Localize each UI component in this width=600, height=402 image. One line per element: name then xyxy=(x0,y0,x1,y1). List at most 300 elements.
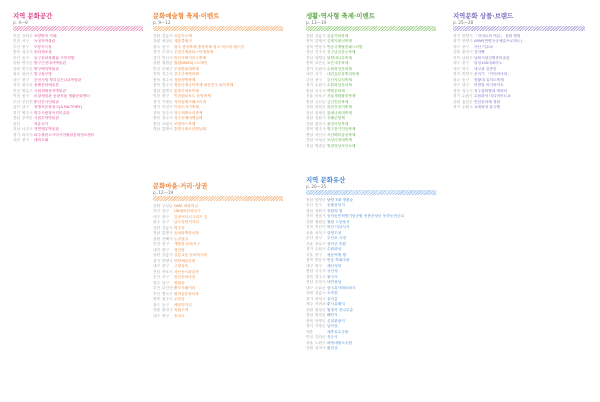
item-region: 경기 xyxy=(153,105,161,110)
item-name: 조양방직 카페 xyxy=(34,34,57,38)
item-region: 경기 xyxy=(13,110,21,115)
item-city: 안양시 xyxy=(462,39,473,44)
item-city: 부천시 xyxy=(162,50,173,55)
item-region: 전북 xyxy=(453,55,461,60)
item-name: 김광석다시그리기 길 xyxy=(174,214,208,219)
item-name: 테미오래 xyxy=(34,138,49,143)
item-name: 소창체험관 동광직물 생활문화센터 xyxy=(34,94,90,99)
item-region: 광주 xyxy=(13,72,21,77)
item-name: 영광법성포단오제 xyxy=(327,143,356,148)
item-city: 평창군 xyxy=(162,39,173,44)
section-title: 문화마을·거리·상권 xyxy=(153,182,208,190)
item-city: 양구군 xyxy=(22,61,33,66)
item-city: 창원시 xyxy=(315,208,326,213)
item-name: 가산 이수타 xyxy=(474,44,493,49)
item-city: 동구 xyxy=(22,94,30,99)
item-name: 대전효문화뿌리축제 xyxy=(327,72,360,77)
item-name: 전포카페거리 xyxy=(174,286,196,291)
item-name: 빛고을공방 xyxy=(34,72,52,77)
item-city: 동구 xyxy=(162,302,170,307)
section-title: 지역문화 상품·브랜드 xyxy=(453,12,514,20)
item-name: 공산성 xyxy=(327,269,338,274)
item-region: 강원 xyxy=(306,121,314,126)
item-name: 보령머드축제 xyxy=(174,121,196,126)
item-name: 흰여울문화마을 xyxy=(174,291,199,296)
item-region: 광주 xyxy=(153,220,161,225)
item-name: 철원 노동당사 xyxy=(327,219,350,224)
item-region: 광주 xyxy=(453,77,461,82)
item-city: 부평구 xyxy=(162,66,173,71)
item-name: 감천문화마을 xyxy=(174,275,196,280)
item-name: 봉황대 유지도축제 xyxy=(474,77,504,82)
item-region: 강원 xyxy=(153,204,161,208)
section-pages: p. 20—25 xyxy=(306,184,327,189)
item-region: 강원 xyxy=(453,99,461,104)
item-region: 강원 xyxy=(13,61,21,66)
item-city: 공주시 xyxy=(315,88,326,93)
item-region: 전남 xyxy=(306,198,314,202)
item-region: 경기 xyxy=(153,99,161,104)
item-city: 진주시 xyxy=(315,50,326,55)
item-city: 성북구 xyxy=(315,230,326,235)
item-region: 대구 xyxy=(306,285,314,290)
item-city: 동구 xyxy=(315,203,323,208)
item-region: 제주 xyxy=(306,302,314,307)
item-region: 충북 xyxy=(153,297,161,302)
item-city: 연수구 xyxy=(22,88,33,93)
item-region: 경기 xyxy=(306,324,314,329)
item-city: 청주시 xyxy=(22,50,33,55)
item-city: 안동시 xyxy=(315,258,326,263)
item-city: 완주군 xyxy=(22,83,33,88)
item-city: 안동시 xyxy=(315,44,326,49)
section-title: 생활·역사형 축제·이벤트 xyxy=(306,12,375,20)
item-name: 인삼문화재 정원 xyxy=(474,99,501,104)
item-region: 인천 xyxy=(13,34,21,38)
item-city: 순천시 xyxy=(315,280,326,285)
item-region: 경남 xyxy=(306,50,314,55)
item-name: 익산 미륵사지 xyxy=(327,225,350,230)
item-city: 이천시 xyxy=(162,105,173,110)
item-region: 대전 xyxy=(153,247,161,252)
item-name: 문지기 「이미어마어」 xyxy=(474,72,512,77)
hatch-divider xyxy=(306,190,436,195)
item-list xyxy=(153,34,283,133)
section-title: 문화예술형 축제·이벤트 xyxy=(153,12,220,20)
item-city: 철원군 xyxy=(162,61,173,66)
item-region: 경남 xyxy=(153,231,161,236)
item-name: 안동국제탈춤페스티벌 xyxy=(327,44,363,49)
item-name: 통영국제음악제 xyxy=(174,88,199,93)
item-name: 이천도자기축제 xyxy=(174,105,199,110)
item-name: 부산진시민회관 xyxy=(34,99,59,104)
item-city: 서구 xyxy=(162,275,170,280)
item-region: 부산 xyxy=(306,203,314,208)
item-city: 남구 xyxy=(162,209,170,214)
item-region: 경북 xyxy=(306,44,314,49)
item-name: 화천산천어축제 xyxy=(327,105,352,110)
item-region: 인천 xyxy=(13,39,21,44)
item-city: 통영시 xyxy=(162,231,173,236)
item-city: 나주시 xyxy=(22,127,33,132)
item-name: 수원화성문화제 xyxy=(327,66,352,71)
section-pages: p. 9—12 xyxy=(153,20,171,25)
item-region: 대전 xyxy=(306,72,314,77)
item-name: 감자빵 xyxy=(474,50,485,55)
item-region: 전남 xyxy=(306,55,314,60)
item-name: 양구백자박물관 xyxy=(34,66,59,71)
item-region: 부산 xyxy=(13,44,21,49)
item-city: 삼척시 xyxy=(315,346,326,351)
item-region: 광주 xyxy=(153,302,161,307)
item-name: 금산인삼축제 xyxy=(327,99,349,104)
item-name: 해인사 xyxy=(327,313,338,318)
item-city: 익산시 xyxy=(315,225,326,230)
item-city: 보은군 xyxy=(315,61,326,66)
item-city: 경주시 xyxy=(315,274,326,279)
item-city: 북구 xyxy=(462,66,470,71)
item-name: 양주시립장욱진미술관 xyxy=(34,110,70,115)
item-city: 군위군 xyxy=(315,285,326,290)
item-city: 고성군 xyxy=(162,204,173,208)
item-region: 강원 xyxy=(153,225,161,230)
item-city: 충주시 xyxy=(162,83,173,88)
item-region: 전북 xyxy=(306,39,314,44)
item-city: 담양군 xyxy=(315,198,326,202)
hatch-divider xyxy=(153,26,283,31)
item-region: 부산 xyxy=(153,275,161,280)
item-city: 강화군 xyxy=(315,335,326,340)
section-pages: p. 12—19 xyxy=(153,190,174,195)
item-region: 광주 xyxy=(153,280,161,285)
item-region: 전남 xyxy=(153,269,161,274)
item-region: 충남 xyxy=(306,99,314,104)
item-city: 마포구 xyxy=(315,94,326,99)
item-city: 합천군 xyxy=(315,313,326,318)
item-region: 강원 xyxy=(306,105,314,110)
section-s5 xyxy=(153,182,283,319)
item-name: 남원시립김병종미술관 xyxy=(474,55,510,60)
item-city: 중구 xyxy=(462,61,470,66)
item-name: 진해군항제 xyxy=(327,116,345,121)
item-region: 강원 xyxy=(153,34,161,38)
list-item xyxy=(306,144,436,149)
item-name: 광주 충장축제 충장축제 광주 버스킹 월드컵 xyxy=(174,44,244,49)
list-item xyxy=(13,138,143,143)
item-name: 백제문화제 xyxy=(327,88,345,93)
item-name: 강릉교동 문화의거리 xyxy=(174,253,208,258)
section-title: 지역 문화유산 xyxy=(306,176,346,184)
item-region: 대구 xyxy=(153,264,161,269)
item-city: 청주시 xyxy=(162,77,173,82)
section-s3 xyxy=(306,12,436,149)
item-name: 부평풍물대축제 xyxy=(174,66,199,71)
item-city: 수원시 xyxy=(462,94,473,99)
item-name: 계산성당 xyxy=(327,263,342,268)
item-city: 파주시 xyxy=(22,132,33,137)
item-name: 청원생명축제 xyxy=(174,77,196,82)
item-name: 수원화성문화제 xyxy=(327,83,352,88)
hatch-divider xyxy=(453,26,585,31)
item-region: 경기 xyxy=(453,39,461,44)
item-name: 부천국제판타스틱영화제 xyxy=(174,50,214,55)
item-city: 부산진구 xyxy=(22,99,37,104)
item-name: 김제지평선축제 xyxy=(327,39,352,44)
item-name: 보성다향대축제 xyxy=(327,138,352,143)
item-name: 전주국제영화제 xyxy=(174,72,199,77)
item-region: 부산 xyxy=(153,209,161,214)
item-region: 울산 xyxy=(13,105,21,110)
item-name: 요새화성 유등랩 xyxy=(474,105,501,110)
item-city: 남구 xyxy=(162,280,170,285)
item-region: 강원 xyxy=(153,39,161,44)
item-city: 동구 xyxy=(22,55,30,60)
item-city: 담양군 xyxy=(315,55,326,60)
item-region: 강원 xyxy=(153,61,161,66)
section-s4 xyxy=(453,12,585,111)
item-city: 수원시 xyxy=(462,105,473,110)
item-city: 전주시 xyxy=(162,72,173,77)
item-region: 전북 xyxy=(306,214,314,219)
item-name: 함평나비대축제 xyxy=(327,110,352,115)
item-region: 대구 xyxy=(153,313,161,318)
item-list xyxy=(306,34,436,149)
item-name: 진주남강유등축제 xyxy=(327,50,356,55)
item-region: 전북 xyxy=(153,72,161,77)
item-city: 청주시 xyxy=(162,116,173,121)
item-city: 철원군 xyxy=(315,219,326,224)
item-region: 서울 xyxy=(306,241,314,246)
item-region: 부산 xyxy=(13,55,21,60)
item-region: 대구 xyxy=(453,61,461,66)
item-region: 대구 xyxy=(153,214,161,219)
item-region: 인천 xyxy=(13,94,21,99)
item-name: 육림고개 xyxy=(174,308,189,313)
item-name: 창원의 집 xyxy=(327,208,343,213)
section-s2 xyxy=(153,12,283,133)
item-name: 성심당 xyxy=(174,247,185,252)
item-region: 경남 xyxy=(306,313,314,318)
list-item xyxy=(453,105,585,110)
item-city: 노원구 xyxy=(315,340,326,345)
item-name: 삼국유사테마파크 xyxy=(327,285,356,290)
item-name: 강릉커피축제 xyxy=(327,34,349,38)
item-city: 동구 xyxy=(462,77,470,82)
item-name: 남이섬 xyxy=(327,324,338,329)
item-name: 담양 3대 명품숲 xyxy=(327,198,354,202)
item-city: 춘천시 xyxy=(462,50,473,55)
item-city: 중구 xyxy=(462,44,470,49)
item-name: 월정사 전나무숲 xyxy=(327,307,354,312)
item-name: 장생포문화창고(A FACTORY) xyxy=(34,105,83,110)
item-region: 경북 xyxy=(306,274,314,279)
item-name: 창덕궁 후원 xyxy=(327,241,346,246)
item-region: 강원 xyxy=(13,66,21,71)
item-city: 화성시 xyxy=(315,296,326,301)
item-list xyxy=(453,34,585,111)
list-item xyxy=(153,314,283,319)
item-city: 중구 xyxy=(22,77,30,82)
item-region: 경남 xyxy=(306,208,314,213)
item-city: 금산군 xyxy=(315,99,326,104)
item-name: 양림동 xyxy=(174,280,185,285)
item-name: 서울세계불꽃축제 xyxy=(327,94,356,99)
hatch-divider xyxy=(153,196,283,201)
section-title: 지역 문화공간 xyxy=(13,12,53,20)
item-name: UN평화문화특구 xyxy=(174,209,201,214)
item-city: 강릉시 xyxy=(315,34,326,38)
item-region: 강원 xyxy=(453,50,461,55)
item-city: 전주시 xyxy=(162,110,173,115)
item-city: 영주시 xyxy=(315,127,326,132)
item-name: 서산동시화골목 xyxy=(174,269,199,274)
item-city: 강릉시 xyxy=(162,253,173,258)
item-region: 경기 xyxy=(306,296,314,301)
item-name: 안산국제거리극축제 xyxy=(174,55,207,60)
item-region: 충북 xyxy=(153,77,161,82)
item-region: 대구 xyxy=(453,66,461,71)
item-name: 논골담길 xyxy=(174,236,189,241)
item-city: 동구 xyxy=(162,220,170,225)
item-region: 경기 xyxy=(13,132,21,137)
item-name: 비빔밥 미디어아트 xyxy=(474,83,504,88)
item-region: 서울 xyxy=(306,94,314,99)
item-region: 경기 xyxy=(453,94,461,99)
section-pages: p. 4—8 xyxy=(13,20,28,25)
item-name: 추사유배지 xyxy=(327,302,345,307)
item-city: 부산진구 xyxy=(162,286,177,291)
item-city: 함평군 xyxy=(315,110,326,115)
item-region: 경기 xyxy=(453,34,461,38)
item-region: 인천 xyxy=(153,242,161,247)
item-city: 종로구 xyxy=(315,241,326,246)
item-region: 대구 xyxy=(13,77,21,82)
item-region: 울산 xyxy=(13,121,21,126)
item-name: 통영국제트리엔날레 xyxy=(174,127,207,132)
section-pages: p. 13—19 xyxy=(306,20,327,25)
item-region: 인천 xyxy=(153,66,161,71)
item-region: 경남 xyxy=(153,88,161,93)
item-name: 계촌클래식 xyxy=(174,39,192,44)
item-name: 성주참외빨대 캐릭터 xyxy=(474,88,508,93)
item-region: 경기 xyxy=(453,105,461,110)
item-region: 대구 xyxy=(453,83,461,88)
item-region: 강원 xyxy=(306,219,314,224)
item-city: 강릉시 xyxy=(162,225,173,230)
item-list xyxy=(306,198,436,352)
item-name: 영동난계국악축제·대한민국 와인축제 xyxy=(174,83,234,88)
list-item xyxy=(306,346,436,351)
item-city: 남구 xyxy=(22,105,30,110)
item-name: 불국사 xyxy=(327,274,338,279)
item-city: 서귀포시 xyxy=(315,302,330,307)
item-region: 대구 xyxy=(306,263,314,268)
item-region: 충남 xyxy=(13,116,21,121)
item-city: 영도구 xyxy=(162,291,173,296)
item-name: 전등사 xyxy=(327,335,338,340)
item-name: 모퉁이극장 xyxy=(34,44,52,49)
item-name: 달성100대피아노 xyxy=(474,61,503,66)
item-region: 경북 xyxy=(306,127,314,132)
item-city: 안양시 xyxy=(462,72,473,77)
item-name: 한양도성 xyxy=(327,230,342,235)
item-name: APAP(안양공공예술프로젝트) xyxy=(474,39,522,44)
item-region: 인천 xyxy=(153,94,161,99)
item-region: 경기 xyxy=(306,66,314,71)
item-city: 춘천시 xyxy=(162,308,173,313)
item-region: 전북 xyxy=(306,225,314,230)
item-name: 동학농민혁명기념공원·전봉준장군 동학농민군묘 xyxy=(327,214,405,219)
item-name: 개항장 문화지구 xyxy=(174,242,201,247)
item-name: 대고창 김종한 xyxy=(474,66,497,71)
item-city: 수원시 xyxy=(315,66,326,71)
item-region: 인천 xyxy=(13,88,21,93)
item-region: 대구 xyxy=(453,44,461,49)
item-region: 경남 xyxy=(153,127,161,132)
item-city: 안산시 xyxy=(162,55,173,60)
item-region: 경기 xyxy=(453,72,461,77)
item-city: 춘천시 xyxy=(315,121,326,126)
item-city: 가평군 xyxy=(315,324,326,329)
item-name: 명주동 xyxy=(174,225,185,230)
item-region: 강원 xyxy=(306,291,314,296)
item-city: 양주시 xyxy=(22,110,33,115)
hatch-divider xyxy=(306,26,436,31)
item-name: 수암골 xyxy=(174,297,185,302)
item-region: 충남 xyxy=(306,132,314,137)
item-name: 부산포 시경 xyxy=(327,236,346,241)
item-city: 중구 xyxy=(162,313,170,318)
item-list xyxy=(13,34,143,144)
item-name: 담양대나무축제 xyxy=(327,55,352,60)
item-region: 충북 xyxy=(13,50,21,55)
item-city: 중구 xyxy=(162,247,170,252)
item-city: 통영시 xyxy=(162,127,173,132)
item-region: 전북 xyxy=(13,83,21,88)
item-region: 부산 xyxy=(306,77,314,82)
item-city: 보령시 xyxy=(162,121,173,126)
item-region: 강원 xyxy=(306,307,314,312)
item-city: 통영시 xyxy=(162,88,173,93)
item-name: 안양예술공원 xyxy=(174,258,196,263)
item-name: 동피랑벽화마을 xyxy=(174,231,199,236)
item-name: 동성로 xyxy=(174,313,185,318)
item-region: 전남 xyxy=(13,127,21,132)
item-city: 수원시 xyxy=(315,247,326,252)
item-name: 순천시립 뿌리깊은나무박물관 xyxy=(34,77,82,82)
item-city: 수원시 xyxy=(315,83,326,88)
item-name: 부산자갈치축제 xyxy=(327,77,352,82)
item-name: 전주세계소리축제 xyxy=(174,110,203,115)
item-city: 강화군 xyxy=(22,34,33,38)
item-name: 남도일번지거리 xyxy=(174,220,199,225)
item-city: 청주시 xyxy=(162,297,173,302)
item-name: 서산해미읍성축제 xyxy=(327,132,356,137)
item-region: 충남 xyxy=(306,88,314,93)
item-city: 김제시 xyxy=(315,39,326,44)
item-city: 정읍시 xyxy=(315,214,326,219)
item-city: 중구 xyxy=(162,264,170,269)
item-region: 서울 xyxy=(306,230,314,235)
item-city: 중구 xyxy=(162,94,170,99)
item-name: 문화제조창 xyxy=(34,50,52,55)
item-city: 단양군 xyxy=(315,318,326,323)
section-pages: p. 25—28 xyxy=(453,20,474,25)
item-name: 예술의거리 xyxy=(174,302,192,307)
item-name: 인천펜타포트 음악축제 xyxy=(174,94,211,99)
item-name: 근대골목 xyxy=(174,264,189,269)
item-city: 평창군 xyxy=(315,307,326,312)
